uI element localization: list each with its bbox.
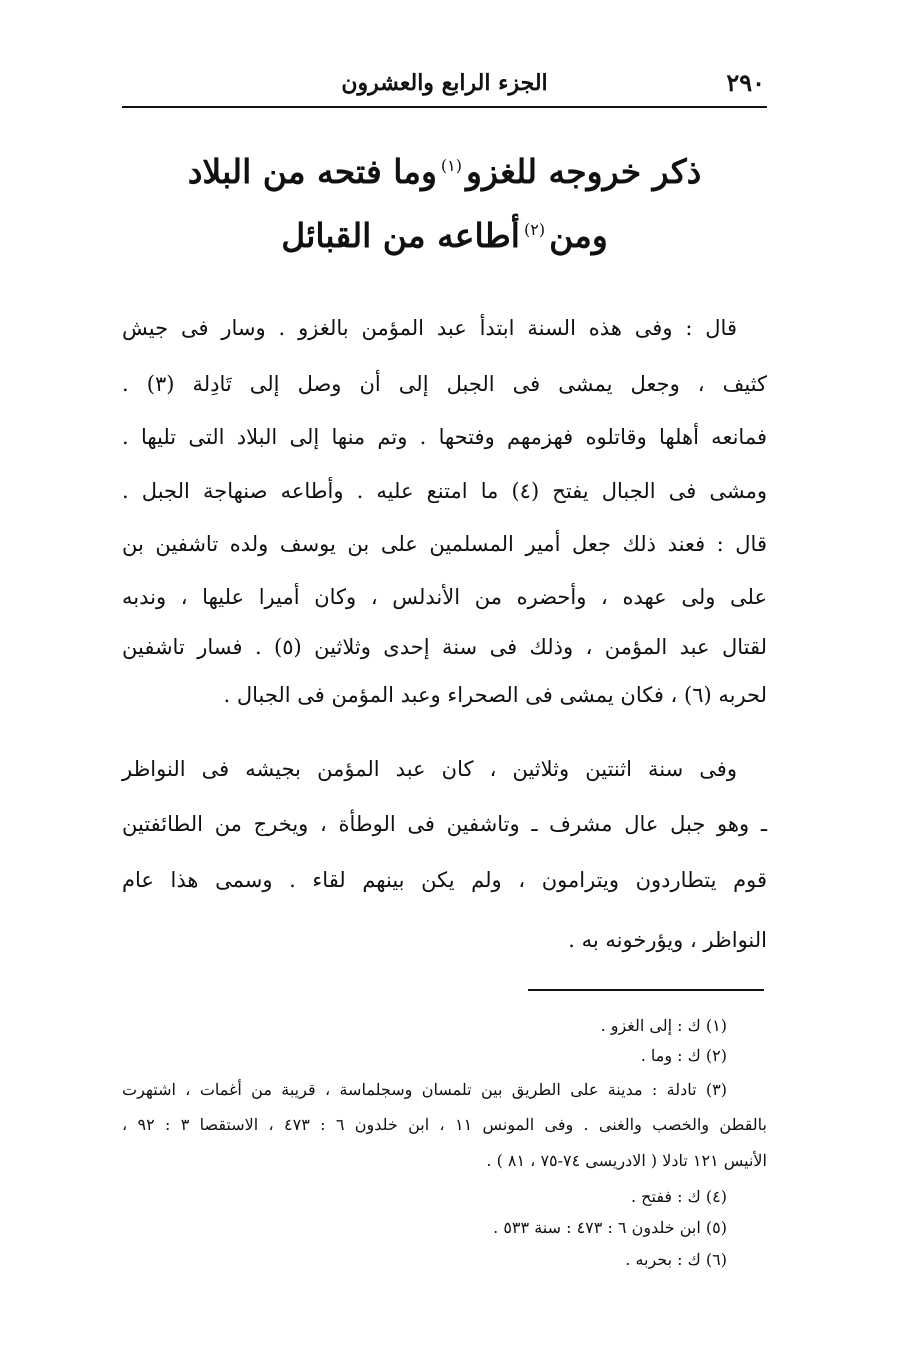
footnote: الأنيس ١٢١ تادلا ( الادريسى ٧٤-٧٥ ، ٨١ ) . [486,1151,767,1170]
footnote: (٣) تادلة : مدينة على الطريق بين تلمسان وسجلماسة ، قريبة من أغمات ، اشتهرت [122,1080,727,1099]
paragraph-line: قوم يتطاردون ويترامون ، ولم يكن بينهم لقاء . وسمى هذا عام [122,868,767,892]
footnote: بالقطن والخصب والغنى . وفى المونس ١١ ، ابن خلدون ٦ : ٤٧٣ ، الاستقصا ٣ : ٩٢ ، [122,1115,768,1134]
running-title: الجزء الرابع والعشرون [341,70,548,96]
footnote-separator [528,989,764,991]
paragraph-line: ومشى فى الجبال يفتح (٤) ما امتنع عليه . وأطاعه صنهاجة الجبل . [122,479,767,503]
footnote: (٦) ك : بحربه . [625,1250,727,1269]
footnote: (١) ك : إلى الغزو . [600,1016,727,1035]
paragraph-line: كثيف ، وجعل يمشى فى الجبل إلى أن وصل إلى تَادِلة (٣) . [122,372,768,396]
chapter-title-line-1: ذكر خروجه للغزو$^{(١)}$وما فتحه من البلاد [187,152,702,191]
paragraph-line: وفى سنة اثنتين وثلاثين ، كان عبد المؤمن بجيشه فى النواظر [122,757,737,781]
paragraph-line: ـ وهو جبل عال مشرف ـ وتاشفين فى الوطأة ، ويخرج من الطائفتين [122,812,767,836]
page-header [122,62,767,108]
paragraph-line: قال : وفى هذه السنة ابتدأ عبد المؤمن بالغزو . وسار فى جيش [122,316,737,340]
footnote: (٥) ابن خلدون ٦ : ٤٧٣ : سنة ٥٣٣ . [493,1218,727,1237]
paragraph-line: على ولى عهده ، وأحضره من الأندلس ، وكان أميرا عليها ، وندبه [122,585,767,609]
paragraph-line: قال : فعند ذلك جعل أمير المسلمين على بن يوسف ولده تاشفين بن [122,532,767,556]
page-number: ٢٩٠ [726,68,765,97]
footnote: (٢) ك : وما . [640,1046,727,1065]
footnote: (٤) ك : ففتح . [631,1187,727,1206]
footnote-ref: (١) [440,156,463,175]
chapter-title-line-2: ومن$^{(٢)}$أطاعه من القبائل [281,216,608,255]
paragraph-line: فمانعه أهلها وقاتلوه فهزمهم وفتحها . وتم منها إلى البلاد التى تليها . [122,425,767,449]
paragraph-line: لحربه (٦) ، فكان يمشى فى الصحراء وعبد المؤمن فى الجبال . [223,683,767,707]
paragraph-line: النواظر ، ويؤرخونه به . [568,928,767,952]
paragraph-line: لقتال عبد المؤمن ، وذلك فى سنة إحدى وثلاثين (٥) . فسار تاشفين [122,635,767,659]
footnote-ref: (٢) [523,220,546,239]
